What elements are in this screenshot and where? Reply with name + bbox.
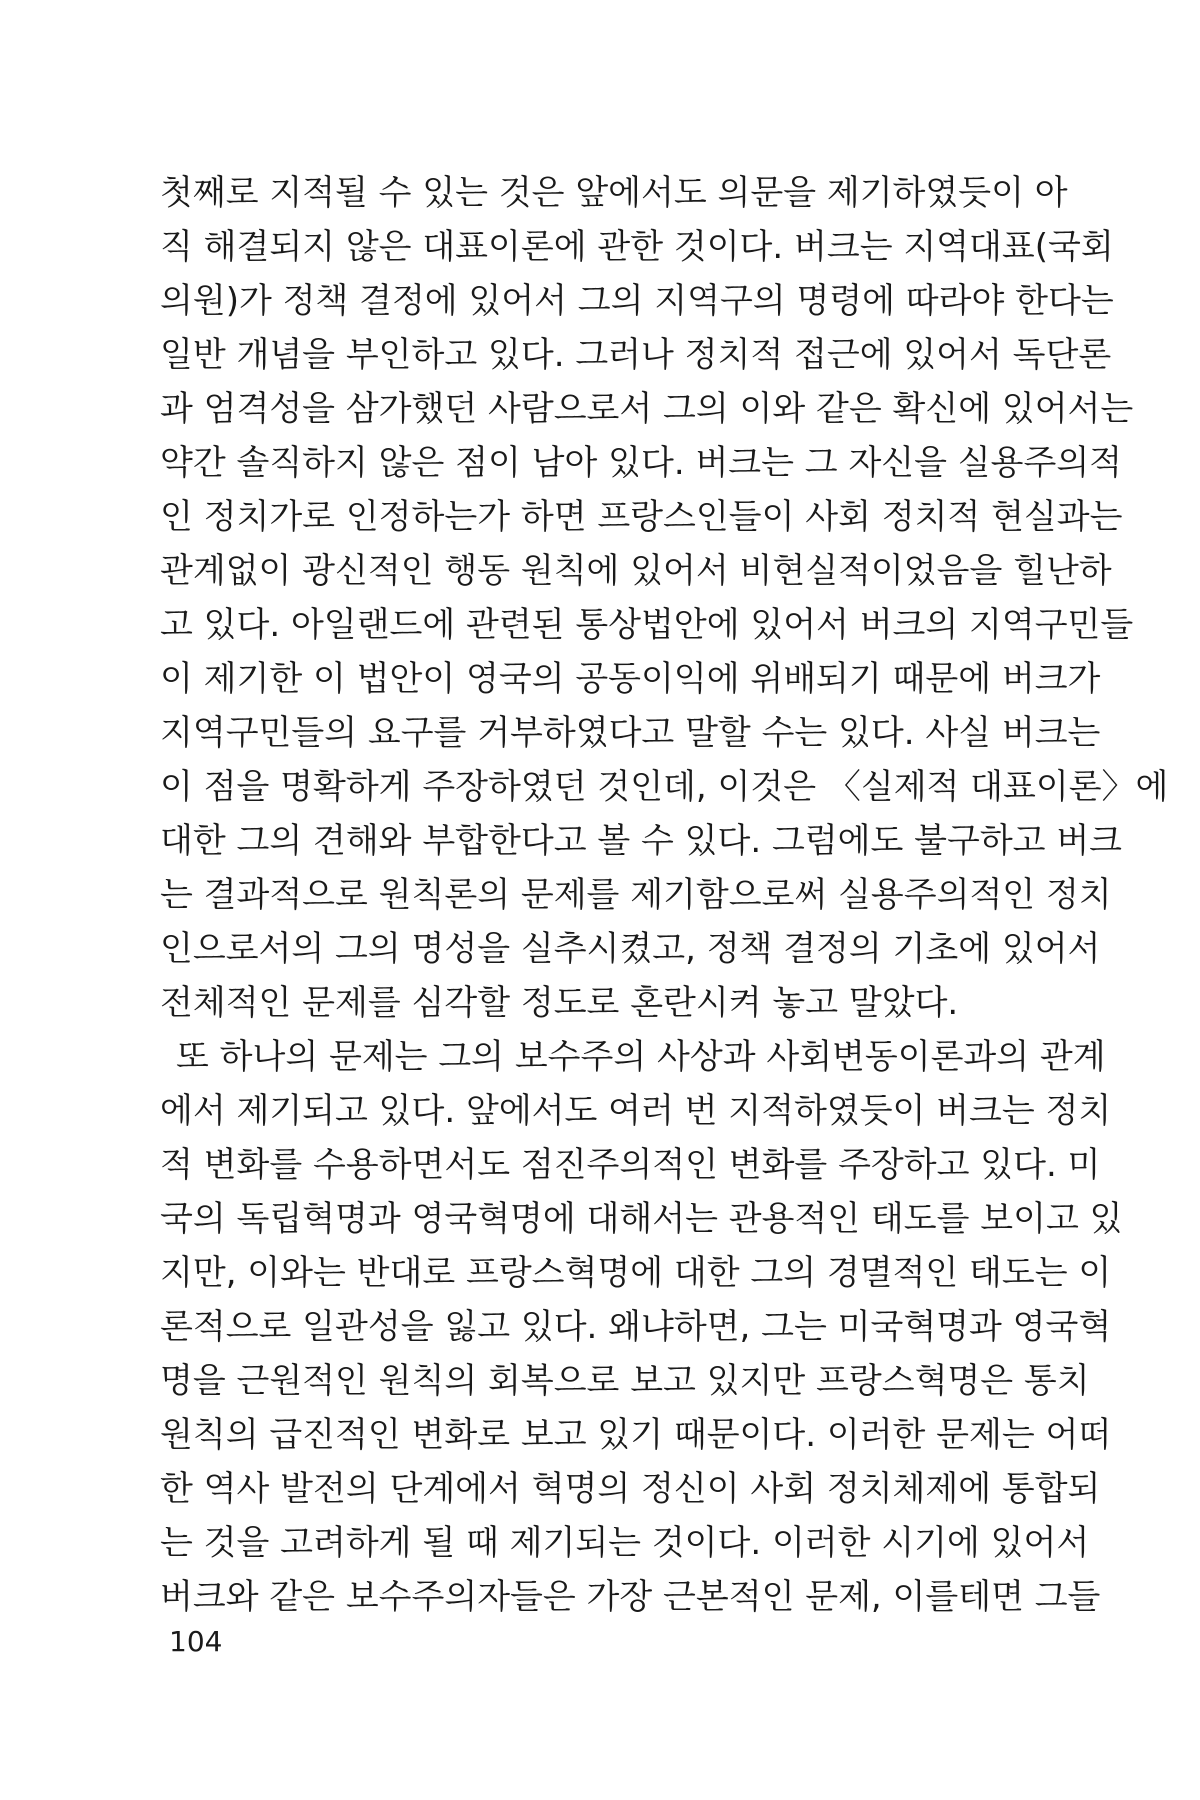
paragraph-2-line-6: 론적으로 일관성을 잃고 있다. 왜냐하면, 그는 미국혁명과 영국혁 <box>160 1307 1112 1347</box>
paragraph-1-line-3: 의원)가 정책 결정에 있어서 그의 지역구의 명령에 따라야 한다는 <box>160 281 1114 321</box>
paragraph-1-line-2: 직 해결되지 않은 대표이론에 관한 것이다. 버크는 지역대표(국회 <box>160 227 1114 267</box>
paragraph-2-line-3: 적 변화를 수용하면서도 점진주의적인 변화를 주장하고 있다. 미 <box>160 1145 1101 1185</box>
paragraph-1-line-14: 는 결과적으로 원칙론의 문제를 제기함으로써 실용주의적인 정치 <box>160 875 1112 915</box>
paragraph-1-line-13: 대한 그의 견해와 부합한다고 볼 수 있다. 그럼에도 불구하고 버크 <box>160 821 1123 861</box>
paragraph-2-line-11: 버크와 같은 보수주의자들은 가장 근본적인 문제, 이를테면 그들 <box>160 1577 1101 1617</box>
paragraph-1-line-12: 이 점을 명확하게 주장하였던 것인데, 이것은 〈실제적 대표이론〉에 <box>160 767 1169 807</box>
paragraph-1-line-5: 과 엄격성을 삼가했던 사람으로서 그의 이와 같은 확신에 있어서는 <box>160 389 1134 429</box>
paragraph-1-line-1: 첫째로 지적될 수 있는 것은 앞에서도 의문을 제기하였듯이 아 <box>160 173 1068 213</box>
paragraph-1-line-9: 고 있다. 아일랜드에 관련된 통상법안에 있어서 버크의 지역구민들 <box>160 605 1134 645</box>
page-number: 104 <box>169 1625 223 1658</box>
paragraph-2-line-8: 원칙의 급진적인 변화로 보고 있기 때문이다. 이러한 문제는 어떠 <box>160 1415 1112 1455</box>
paragraph-1-line-8: 관계없이 광신적인 행동 원칙에 있어서 비현실적이었음을 힐난하 <box>160 551 1112 591</box>
paragraph-1-line-6: 약간 솔직하지 않은 점이 남아 있다. 버크는 그 자신을 실용주의적 <box>160 443 1123 483</box>
body-text <box>160 166 1169 1624</box>
paragraph-2-line-5: 지만, 이와는 반대로 프랑스혁명에 대한 그의 경멸적인 태도는 이 <box>160 1253 1112 1293</box>
paragraph-2-line-9: 한 역사 발전의 단계에서 혁명의 정신이 사회 정치체제에 통합되 <box>160 1469 1101 1509</box>
paragraph-2-line-7: 명을 근원적인 원칙의 회복으로 보고 있지만 프랑스혁명은 통치 <box>160 1361 1090 1401</box>
paragraph-1-line-4: 일반 개념을 부인하고 있다. 그러나 정치적 접근에 있어서 독단론 <box>160 335 1112 375</box>
paragraph-1-line-10: 이 제기한 이 법안이 영국의 공동이익에 위배되기 때문에 버크가 <box>160 659 1101 699</box>
paragraph-2-line-2: 에서 제기되고 있다. 앞에서도 여러 번 지적하였듯이 버크는 정치 <box>160 1091 1112 1131</box>
paragraph-1-line-11: 지역구민들의 요구를 거부하였다고 말할 수는 있다. 사실 버크는 <box>160 713 1101 753</box>
paragraph-2-line-1: 또 하나의 문제는 그의 보수주의 사상과 사회변동이론과의 관계 <box>176 1037 1106 1077</box>
paragraph-1-line-7: 인 정치가로 인정하는가 하면 프랑스인들이 사회 정치적 현실과는 <box>160 497 1123 537</box>
paragraph-1-line-15: 인으로서의 그의 명성을 실추시켰고, 정책 결정의 기초에 있어서 <box>160 929 1101 969</box>
paragraph-1-line-16: 전체적인 문제를 심각할 정도로 혼란시켜 놓고 말았다. <box>160 983 959 1023</box>
paragraph-2-line-10: 는 것을 고려하게 될 때 제기되는 것이다. 이러한 시기에 있어서 <box>160 1523 1090 1563</box>
paragraph-2-line-4: 국의 독립혁명과 영국혁명에 대해서는 관용적인 태도를 보이고 있 <box>160 1199 1123 1239</box>
